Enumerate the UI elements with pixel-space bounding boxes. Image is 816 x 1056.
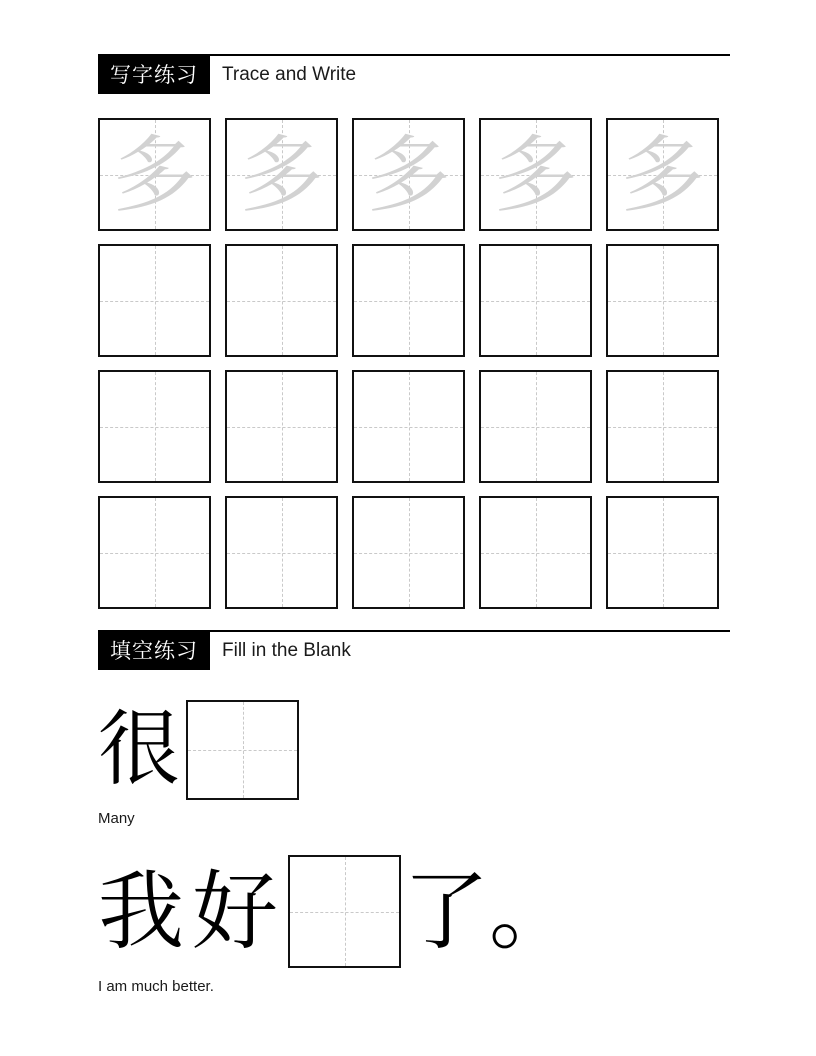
practice-cell[interactable]	[606, 496, 719, 609]
section-badge-chinese: 写字练习	[98, 56, 210, 94]
sentence-translation: I am much better.	[98, 978, 214, 995]
section-header	[98, 632, 730, 670]
guide-horizontal-line	[188, 750, 297, 751]
section-title-english: Trace and Write	[222, 64, 357, 85]
section-header	[98, 56, 730, 94]
section-title-english: Fill in the Blank	[222, 640, 351, 661]
practice-glyph	[481, 372, 590, 481]
sentence-line	[98, 855, 575, 968]
sentence-line	[98, 700, 299, 800]
fill-in-blank-item	[98, 855, 575, 995]
practice-glyph	[227, 246, 336, 355]
practice-cell[interactable]	[352, 496, 465, 609]
sentence-prefix: 我好	[98, 861, 286, 962]
section-trace-and-write	[98, 54, 730, 94]
practice-cell[interactable]	[606, 370, 719, 483]
practice-glyph	[100, 246, 209, 355]
trace-cell[interactable]	[479, 118, 592, 231]
sentence-translation: Many	[98, 810, 135, 827]
practice-cell[interactable]	[225, 496, 338, 609]
practice-glyph	[354, 246, 463, 355]
trace-glyph: 多	[493, 125, 578, 224]
trace-cell[interactable]	[98, 118, 211, 231]
section-badge-chinese: 填空练习	[98, 632, 210, 670]
trace-grid-row	[98, 496, 719, 609]
trace-cell[interactable]	[225, 118, 338, 231]
practice-cell[interactable]	[479, 244, 592, 357]
trace-glyph: 多	[366, 125, 451, 224]
practice-cell[interactable]	[98, 496, 211, 609]
practice-glyph	[100, 372, 209, 481]
sentence-prefix: 很	[98, 702, 181, 797]
trace-grid-row	[98, 244, 719, 357]
practice-glyph	[354, 498, 463, 607]
trace-grid-row	[98, 118, 719, 231]
practice-glyph	[608, 498, 717, 607]
practice-cell[interactable]	[98, 370, 211, 483]
practice-glyph	[100, 498, 209, 607]
practice-cell[interactable]	[98, 244, 211, 357]
trace-glyph: 多	[239, 125, 324, 224]
practice-glyph	[608, 246, 717, 355]
guide-horizontal-line	[290, 912, 399, 913]
practice-cell[interactable]	[225, 370, 338, 483]
trace-glyph: 多	[112, 125, 197, 224]
practice-glyph	[227, 498, 336, 607]
fill-in-blank-item	[98, 700, 299, 827]
practice-cell[interactable]	[479, 370, 592, 483]
trace-grid	[98, 118, 719, 622]
practice-glyph	[481, 498, 590, 607]
practice-glyph	[227, 372, 336, 481]
trace-cell[interactable]	[352, 118, 465, 231]
answer-box[interactable]	[288, 855, 401, 968]
answer-box[interactable]	[186, 700, 299, 800]
practice-cell[interactable]	[352, 244, 465, 357]
practice-cell[interactable]	[479, 496, 592, 609]
practice-glyph	[608, 372, 717, 481]
trace-cell[interactable]	[606, 118, 719, 231]
practice-cell[interactable]	[352, 370, 465, 483]
sentence-suffix: 了。	[403, 861, 575, 962]
practice-glyph	[354, 372, 463, 481]
section-fill-in-the-blank	[98, 630, 730, 670]
trace-glyph: 多	[620, 125, 705, 224]
trace-grid-row	[98, 370, 719, 483]
practice-cell[interactable]	[606, 244, 719, 357]
practice-glyph	[481, 246, 590, 355]
practice-cell[interactable]	[225, 244, 338, 357]
